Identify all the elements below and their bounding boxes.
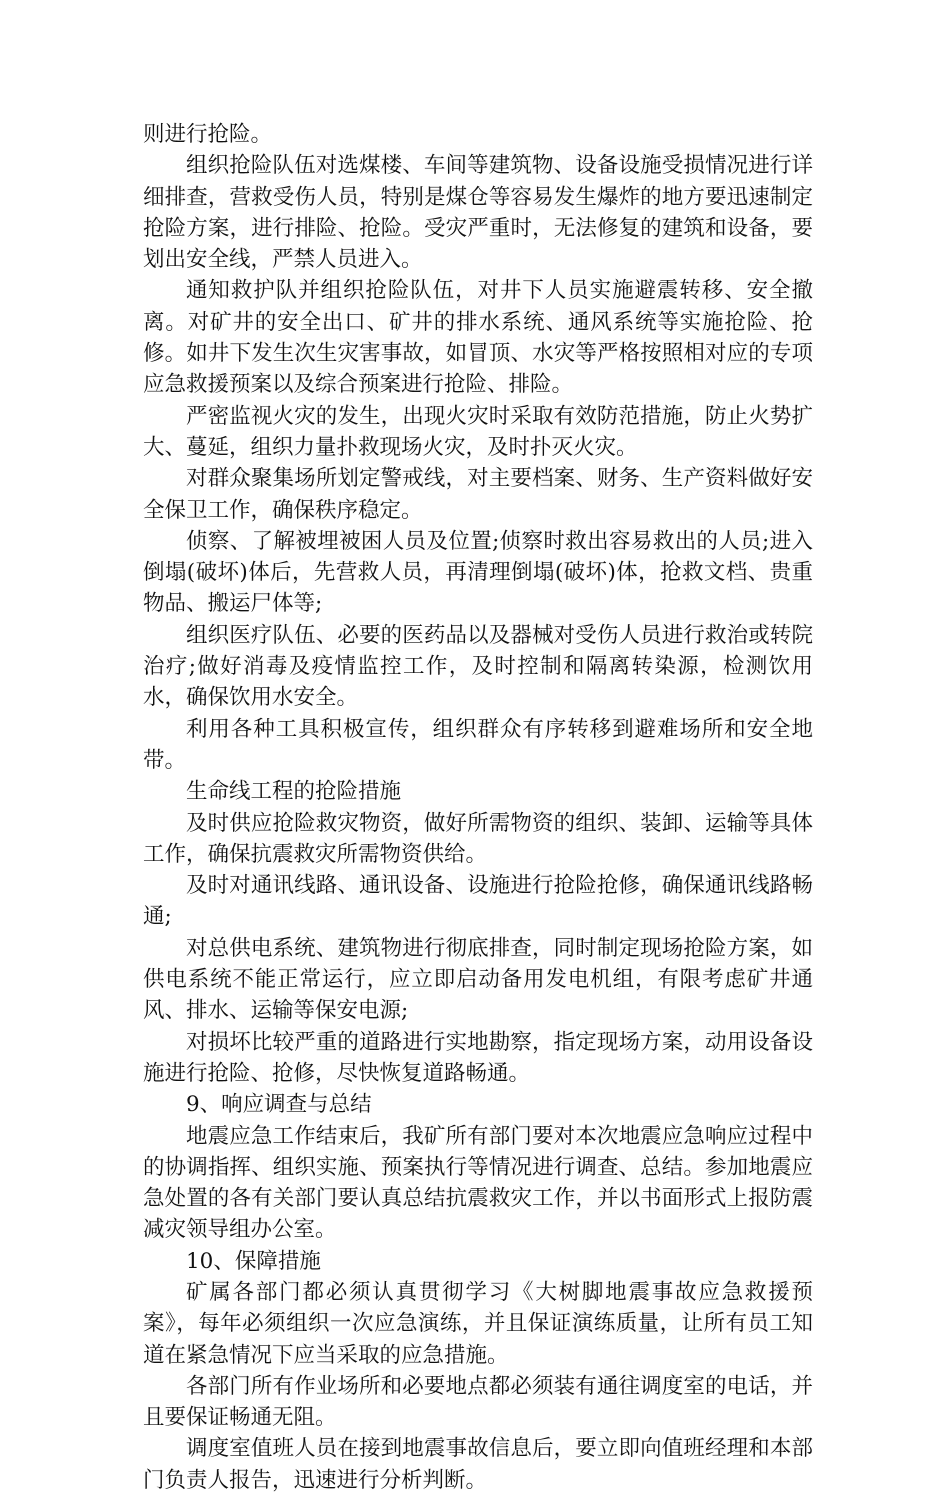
paragraph-security-cordon: 对群众聚集场所划定警戒线，对主要档案、财务、生产资料做好安全保卫工作，确保秩序稳定。: [143, 466, 813, 523]
section-heading-safeguards: 10、保障措施: [186, 1248, 321, 1274]
section-heading-investigation: 9、响应调查与总结: [186, 1092, 372, 1118]
paragraph-power-supply: 对总供电系统、建筑物进行彻底排查，同时制定现场抢险方案，如供电系统不能正常运行，应立即启动备用发电机组，有限考虑矿井通风、排水、运输等保安电源;: [143, 935, 813, 1024]
paragraph-supplies: 及时供应抢险救灾物资，做好所需物资的组织、装卸、运输等具体工作，确保抗震救灾所需物资供给。: [143, 810, 813, 867]
paragraph-continuation: 则进行抢险。: [143, 122, 273, 147]
paragraph-publicity: 利用各种工具积极宣传，组织群众有序转移到避难场所和安全地带。: [143, 716, 813, 773]
section-heading-lifeline: 生命线工程的抢险措施: [186, 779, 402, 805]
paragraph-drills: 矿属各部门都必须认真贯彻学习《大树脚地震事故应急救援预案》，每年必须组织一次应急演练，并且保证演练质量，让所有员工知道在紧急情况下应当采取的应急措施。: [143, 1279, 813, 1368]
paragraph-rescue-team: 通知救护队并组织抢险队伍，对井下人员实施避震转移、安全撤离。对矿井的安全出口、矿井的排水系统、通风系统等实施抢险、抢修。如井下发生次生灾害事故，如冒顶、水灾等严格按照相对应的专项应急救援预案以及综合预案进行抢险、排险。: [143, 278, 813, 398]
paragraph-roads: 对损坏比较严重的道路进行实地勘察，指定现场方案，动用设备设施进行抢险、抢修，尽快恢复道路畅通。: [143, 1029, 813, 1086]
paragraph-communications: 及时对通讯线路、通讯设备、设施进行抢险抢修，确保通讯线路畅通;: [143, 873, 813, 930]
paragraph-medical: 组织医疗队伍、必要的医药品以及器械对受伤人员进行救治或转院治疗;做好消毒及疫情监控工作，及时控制和隔离转染源，检测饮用水，确保饮用水安全。: [143, 622, 813, 711]
paragraph-building-inspection: 组织抢险队伍对选煤楼、车间等建筑物、设备设施受损情况进行详细排查，营救受伤人员，特别是煤仓等容易发生爆炸的地方要迅速制定抢险方案，进行排险、抢险。受灾严重时，无法修复的建筑和设备，要划出安全线，严禁人员进入。: [143, 153, 813, 273]
paragraph-dispatch-report: 调度室值班人员在接到地震事故信息后，要立即向值班经理和本部门负责人报告，迅速进行分析判断。: [143, 1436, 813, 1493]
paragraph-telephones: 各部门所有作业场所和必要地点都必须装有通往调度室的电话，并且要保证畅通无阻。: [143, 1373, 813, 1431]
paragraph-fire-monitoring: 严密监视火灾的发生，出现火灾时采取有效防范措施，防止火势扩大、蔓延，组织力量扑救现场火灾，及时扑灭火灾。: [143, 403, 813, 460]
paragraph-investigation: 地震应急工作结束后，我矿所有部门要对本次地震应急响应过程中的协调指挥、组织实施、预案执行等情况进行调查、总结。参加地震应急处置的各有关部门要认真总结抗震救灾工作，并以书面形式上报防震减灾领导组办公室。: [143, 1123, 813, 1243]
paragraph-search-rescue: 侦察、了解被埋被困人员及位置;侦察时救出容易救出的人员;进入倒塌(破坏)体后，先营救人员，再清理倒塌(破坏)体，抢救文档、贵重物品、搬运尸体等;: [143, 528, 813, 617]
document-body: [143, 119, 813, 1496]
